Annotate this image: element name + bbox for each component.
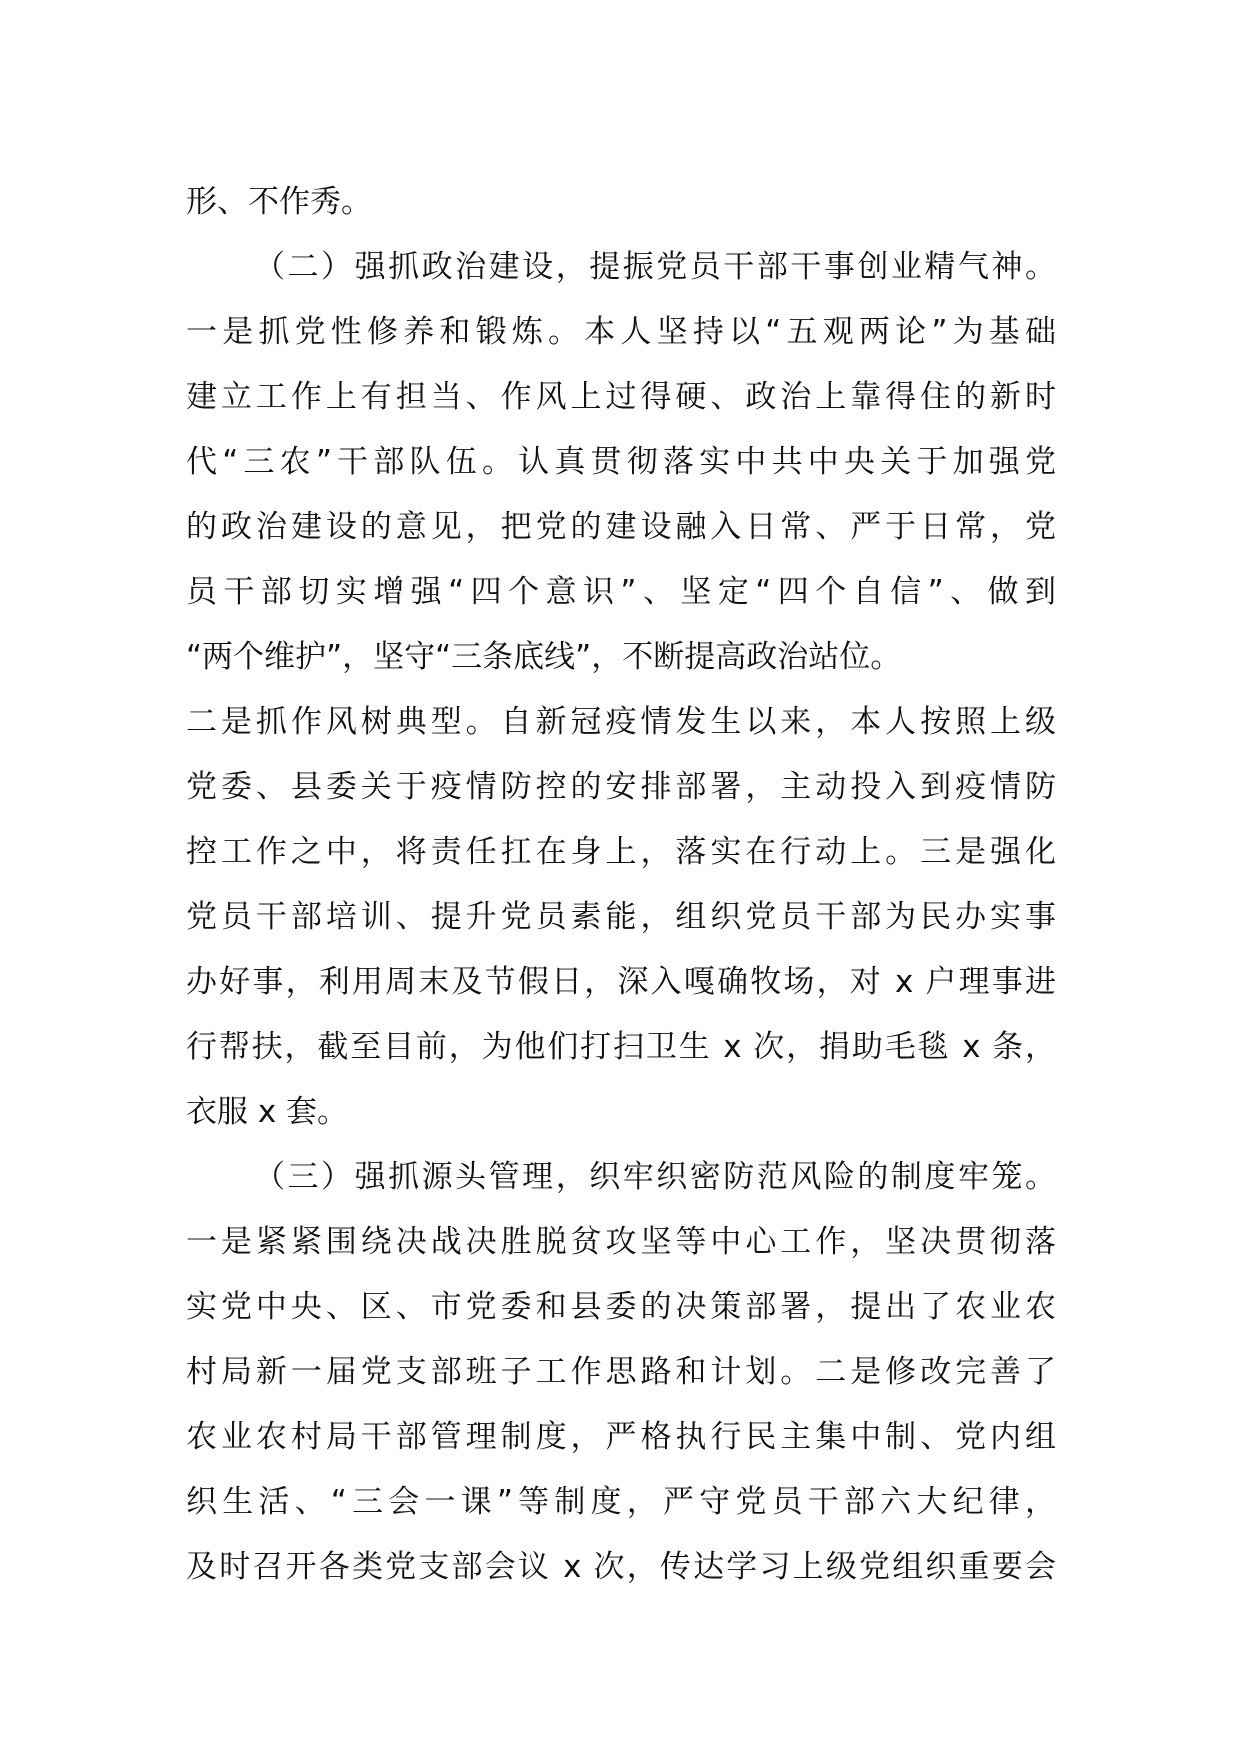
document-body xyxy=(186,170,1056,1600)
text-line: 一是抓党性修养和锻炼。本人坚持以“五观两论”为基础 xyxy=(186,314,1056,350)
text-line: 衣服 x 套。 xyxy=(186,1094,349,1130)
text-line: 及时召开各类党支部会议 x 次，传达学习上级党组织重要会 xyxy=(186,1549,1056,1585)
text-line: 代“三农”干部队伍。认真贯彻落实中共中央关于加强党 xyxy=(186,444,1056,480)
text-line: （三）强抓源头管理，织牢织密防范风险的制度牢笼。 xyxy=(254,1159,1056,1195)
text-line: 二是抓作风树典型。自新冠疫情发生以来，本人按照上级 xyxy=(186,704,1056,740)
text-line: 织生活、“三会一课”等制度，严守党员干部六大纪律， xyxy=(186,1484,1056,1520)
text-line: 行帮扶，截至目前，为他们打扫卫生 x 次，捐助毛毯 x 条， xyxy=(186,1029,1056,1065)
text-line: 控工作之中，将责任扛在身上，落实在行动上。三是强化 xyxy=(186,834,1056,870)
text-line: 村局新一届党支部班子工作思路和计划。二是修改完善了 xyxy=(186,1354,1056,1390)
text-line: 员干部切实增强“四个意识”、坚定“四个自信”、做到 xyxy=(186,574,1056,610)
text-line: 党委、县委关于疫情防控的安排部署，主动投入到疫情防 xyxy=(186,769,1056,805)
text-line: 农业农村局干部管理制度，严格执行民主集中制、党内组 xyxy=(186,1419,1056,1455)
text-line: （二）强抓政治建设，提振党员干部干事创业精气神。 xyxy=(254,249,1056,285)
text-line: 办好事，利用周末及节假日，深入嘎确牧场，对 x 户理事进 xyxy=(186,964,1056,1000)
text-line: 实党中央、区、市党委和县委的决策部署，提出了农业农 xyxy=(186,1289,1056,1325)
text-line: “两个维护”，坚守“三条底线”，不断提高政治站位。 xyxy=(186,639,902,675)
text-line: 党员干部培训、提升党员素能，组织党员干部为民办实事 xyxy=(186,899,1056,935)
text-line: 建立工作上有担当、作风上过得硬、政治上靠得住的新时 xyxy=(186,379,1056,415)
text-line: 一是紧紧围绕决战决胜脱贫攻坚等中心工作，坚决贯彻落 xyxy=(186,1224,1056,1260)
text-line: 的政治建设的意见，把党的建设融入日常、严于日常，党 xyxy=(186,509,1056,545)
text-line: 形、不作秀。 xyxy=(186,184,372,220)
